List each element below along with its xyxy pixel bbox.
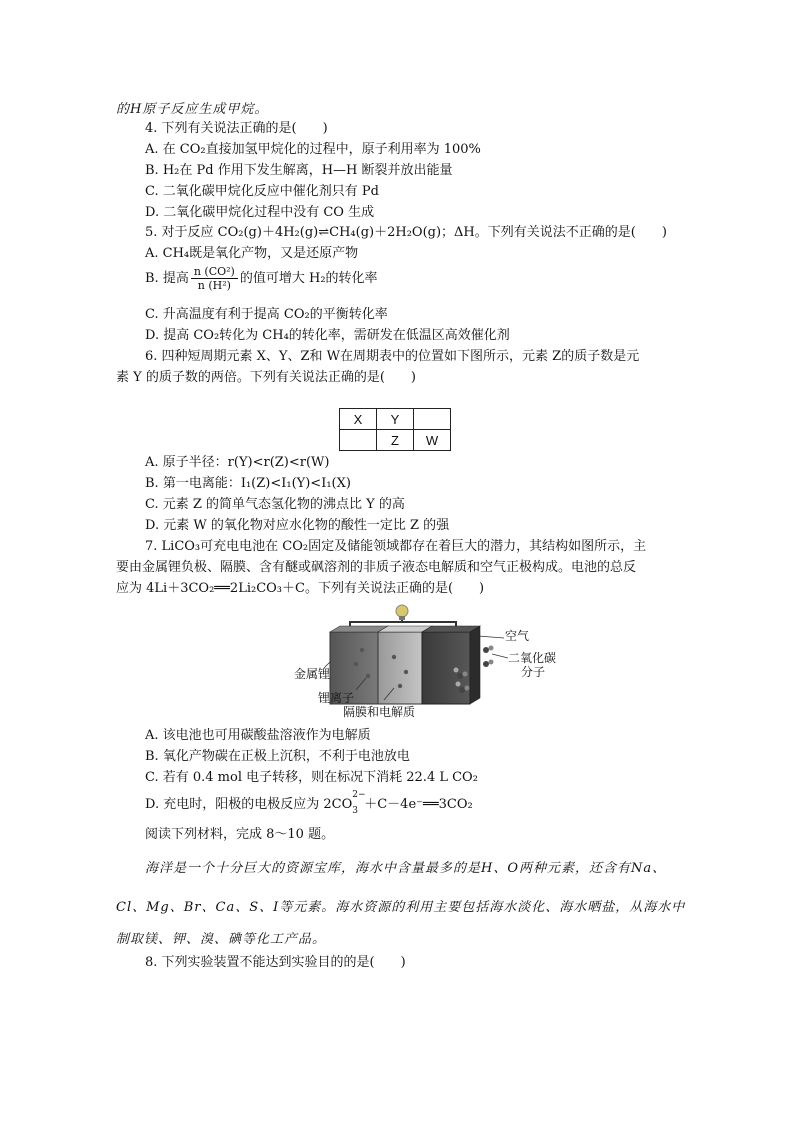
material-line3: 制取镁、钾、溴、碘等化工产品。 (116, 932, 327, 947)
q6-option-b: B. 第一电离能：I₁(Z)<I₁(Y)<I₁(X) (145, 476, 351, 491)
carbonate-subscript: 3 (352, 806, 358, 816)
q5-option-b-suffix: 的值可增大 H₂的转化率 (239, 271, 378, 286)
q6-option-a: A. 原子半径：r(Y)<r(Z)<r(W) (145, 455, 330, 470)
q7-stem-line2: 要由金属锂负极、隔膜、含有醚或砜溶剂的非质子液态电解质和空气正极构成。电池的总反 (116, 560, 637, 575)
q5-option-a: A. CH₄既是氧化产物，又是还原产物 (145, 246, 359, 261)
q5-option-b (145, 264, 378, 294)
ratio-fraction (191, 265, 238, 292)
fraction-denominator: n (H²) (197, 279, 231, 292)
q6-option-d: D. 元素 W 的氧化物对应水化物的酸性一定比 Z 的强 (145, 518, 450, 533)
fraction-numerator: n (CO²) (191, 265, 238, 279)
q5-option-c: C. 升高温度有利于提高 CO₂的平衡转化率 (145, 307, 388, 322)
q7-option-d-post: ＋C－4e⁻══3CO₂ (364, 797, 473, 812)
q7-option-b: B. 氧化产物碳在正极上沉积，不利于电池放电 (145, 749, 410, 764)
charge-superscript: 2− (352, 790, 366, 800)
label-co2-molecule: 分子 (521, 665, 546, 679)
q5-option-d: D. 提高 CO₂转化为 CH₄的转化率，需研发在低温区高效催化剂 (145, 328, 510, 343)
q6-stem-line2: 素 Y 的质子数的两倍。下列有关说法正确的是( ) (116, 370, 416, 385)
q6-option-c: C. 元素 Z 的简单气态氢化物的沸点比 Y 的高 (145, 497, 405, 512)
q5-stem: 5. 对于反应 CO₂(g)＋4H₂(g)⇌CH₄(g)＋2H₂O(g)；ΔH。下列有关说法不正确的是( ) (145, 225, 667, 240)
carbonate-ion-charge (352, 790, 366, 816)
material-line1: 海洋是一个十分巨大的资源宝库，海水中含量最多的是H、O两种元素，还含有Na、 (145, 861, 667, 876)
q4-option-a: A. 在 CO₂直接加氢甲烷化的过程中，原子利用率为 100% (145, 142, 481, 157)
material-line2: Cl、Mg、Br、Ca、S、I等元素。海水资源的利用主要包括海水淡化、海水晒盐，从海水中 (116, 900, 686, 915)
q7-option-a: A. 该电池也可用碳酸盐溶液作为电解质 (145, 728, 371, 743)
q4-option-c: C. 二氧化碳甲烷化反应中催化剂只有 Pd (145, 184, 379, 199)
q4-option-b: B. H₂在 Pd 作用下发生解离，H—H 断裂并放出能量 (145, 163, 453, 178)
label-air: 空气 (505, 629, 530, 643)
intro-tail: 的H原子反应生成甲烷。 (116, 102, 269, 117)
q7-option-d (145, 790, 473, 816)
q4-stem: 4. 下列有关说法正确的是( ) (145, 121, 328, 136)
air-cathode-block (422, 632, 470, 704)
label-lithium-ion: 锂离子 (318, 691, 355, 705)
cell-w: W (414, 430, 451, 451)
cell-y: Y (377, 409, 414, 430)
q7-stem-line3: 应为 4Li＋3CO₂══2Li₂CO₃＋C。下列有关说法正确的是( ) (116, 581, 485, 596)
cell-empty (414, 409, 451, 430)
q7-option-c: C. 若有 0.4 mol 电子转移，则在标况下消耗 22.4 L CO₂ (145, 770, 478, 785)
cell-empty (340, 430, 377, 451)
q7-stem-line1: 7. LiCO₃可充电电池在 CO₂固定及储能领域都存在着巨大的潜力，其结构如图所示，主 (145, 539, 647, 554)
periodic-table-fragment (339, 408, 451, 451)
q5-option-b-prefix: B. 提高 (145, 271, 189, 286)
label-lithium-metal: 金属锂 (294, 667, 331, 681)
cell-x: X (340, 409, 377, 430)
q7-option-d-pre: D. 充电时，阳极的电极反应为 2CO (145, 797, 353, 812)
cell-z: Z (377, 430, 414, 451)
lightbulb-icon (396, 605, 408, 620)
label-separator: 隔膜和电解质 (343, 705, 416, 719)
separator-block (378, 632, 422, 704)
q6-stem-line1: 6. 四种短周期元素 X、Y、Z和 W在周期表中的位置如下图所示，元素 Z的质子数是元 (145, 349, 640, 364)
q4-option-d: D. 二氧化碳甲烷化过程中没有 CO 生成 (145, 205, 375, 220)
q8-stem: 8. 下列实验装置不能达到实验目的的是( ) (145, 955, 406, 970)
read-prompt: 阅读下列材料，完成 8～10 题。 (145, 827, 335, 842)
label-co2: 二氧化碳 (508, 651, 557, 665)
